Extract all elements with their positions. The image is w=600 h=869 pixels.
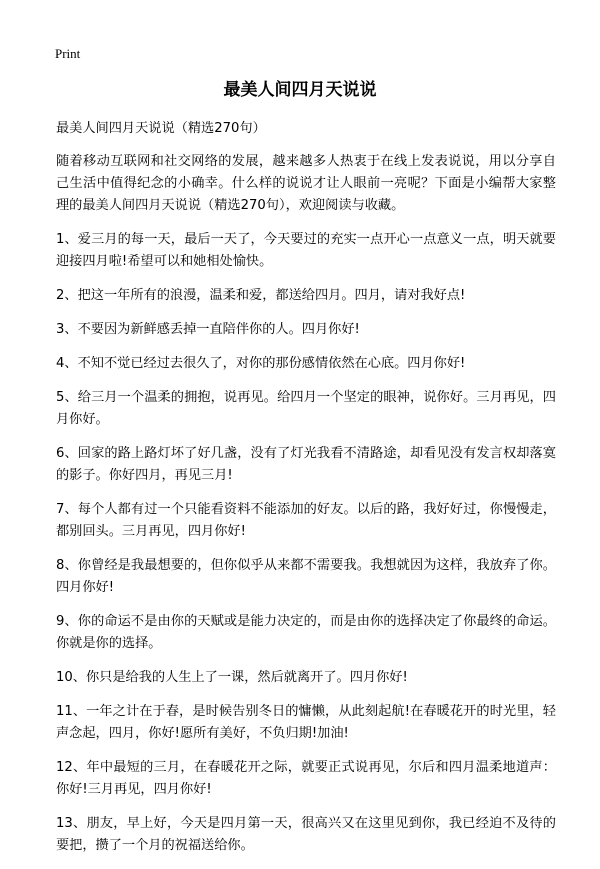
list-item: 4、不知不觉已经过去很久了，对你的那份感情依然在心底。四月你好! xyxy=(56,356,466,371)
document-title: 最美人间四月天说说 xyxy=(223,80,377,100)
list-item: 10、你只是给我的人生上了一课，然后就离开了。四月你好! xyxy=(56,670,408,685)
document-subtitle: 最美人间四月天说说（精选270句） xyxy=(56,121,266,136)
list-item: 1、爱三月的每一天，最后一天了，今天要过的充实一点开心一点意义一点，明天就要迎接四月啦!希望可以和她相处愉快。 xyxy=(56,232,556,269)
list-item: 13、朋友，早上好，今天是四月第一天，很高兴又在这里见到你，我已经迫不及待的要把，攒了一个月的祝福送给你。 xyxy=(56,816,556,853)
list-item: 11、一年之计在于春，是时候告别冬日的慵懒，从此刻起航!在春暖花开的时光里，轻声念起，四月，你好!愿所有美好，不负归期!加油! xyxy=(56,704,556,741)
list-item: 5、给三月一个温柔的拥抱，说再见。给四月一个坚定的眼神，说你好。三月再见，四月你好。 xyxy=(56,390,556,427)
list-item: 7、每个人都有过一个只能看资料不能添加的好友。以后的路，我好好过，你慢慢走，都别回头。三月再见，四月你好! xyxy=(56,502,556,539)
list-item: 8、你曾经是我最想要的，但你似乎从来都不需要我。我想就因为这样，我放弃了你。四月你好! xyxy=(56,558,556,595)
list-item: 9、你的命运不是由你的天赋或是能力决定的，而是由你的选择决定了你最终的命运。你就是你的选择。 xyxy=(56,614,556,651)
document-body xyxy=(56,118,556,869)
print-link[interactable]: Print xyxy=(55,46,81,61)
list-item: 3、不要因为新鲜感丢掉一直陪伴你的人。四月你好! xyxy=(56,322,360,337)
list-item: 6、回家的路上路灯坏了好几盏，没有了灯光我看不清路途，却看见没有发言权却落寞的影子。你好四月，再见三月! xyxy=(56,446,556,483)
list-item: 2、把这一年所有的浪漫，温柔和爱，都送给四月。四月，请对我好点! xyxy=(56,288,466,303)
intro-paragraph: 随着移动互联网和社交网络的发展，越来越多人热衷于在线上发表说说，用以分享自己生活中值得纪念的小确幸。什么样的说说才让人眼前一亮呢？下面是小编帮大家整理的最美人间四月天说说（精选270句），欢迎阅读与收藏。 xyxy=(56,154,556,213)
list-item: 12、年中最短的三月，在春暖花开之际，就要正式说再见，尔后和四月温柔地道声：你好!三月再见，四月你好! xyxy=(56,760,556,797)
